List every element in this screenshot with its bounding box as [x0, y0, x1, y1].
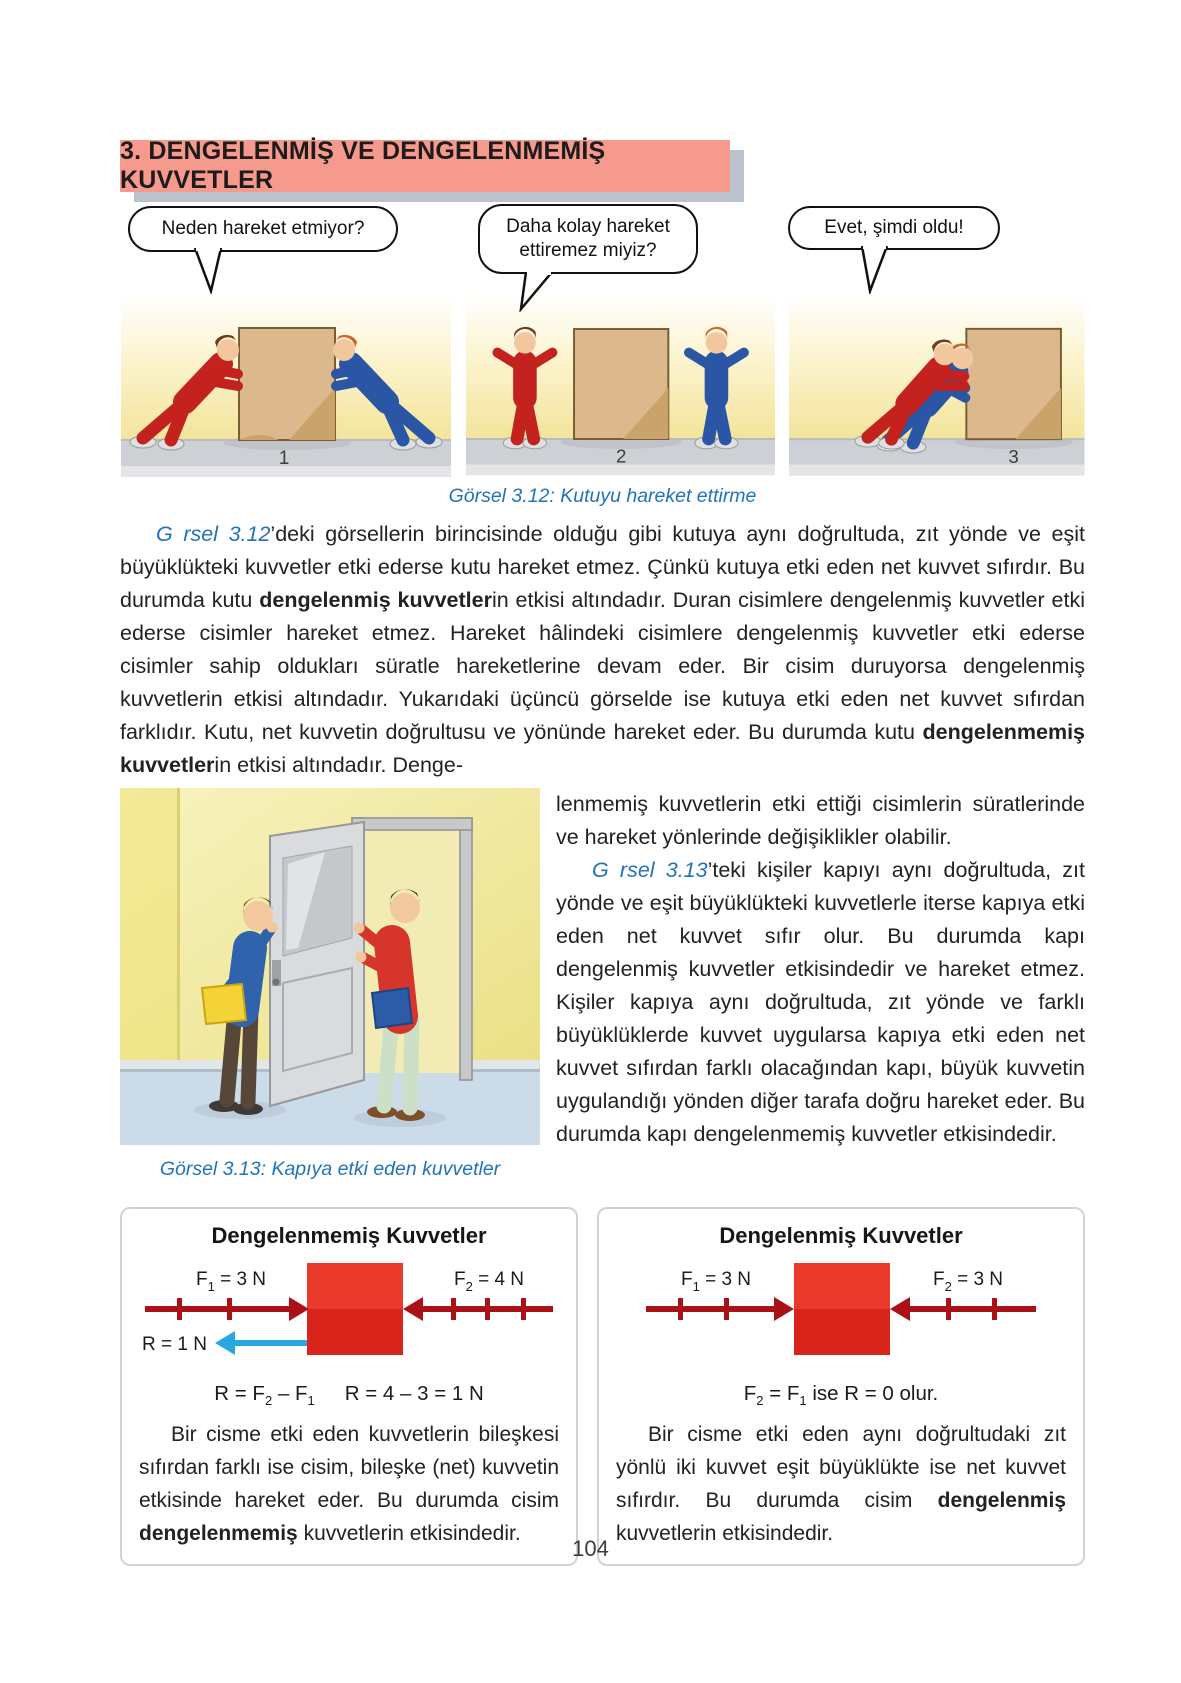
- balanced-forces-title: Dengelenmiş Kuvvetler: [719, 1223, 963, 1248]
- force-arrow-f2: [890, 1297, 1036, 1321]
- figure-3-13: [120, 788, 540, 1181]
- page-number: 104: [572, 1536, 609, 1561]
- figure-3-13-caption: Görsel 3.13: Kapıya etki eden kuvvetler: [159, 1158, 501, 1180]
- figure-3-13-reference: G rsel 3.13: [592, 858, 708, 882]
- paragraph-3-text: ’teki kişiler kapıyı aynı doğrultuda, zıt yönde ve eşit büyüklükteki kuvvetlerle iterse kapıya etki eden net kuvvet sıfır olur. Bu durumda kapı dengelenmiş kuvvetler etkisindedir ve hareket etmez. Kişiler kapıya aynı doğrultuda, zıt yönde ve farklı büyüklüklerde kuvvet uygularsa kapıya etki eden net kuvvet sıfırdan farklı olacağından kapı, büyük kuvvetin uygulandığı yönden diğer tarafa doğru hareket eder. Bu durumda kapı dengelenmemiş kuvvetler etkisindedir.: [556, 858, 1085, 1146]
- panel-1-opposite-push: [120, 292, 452, 477]
- paragraph-1: [120, 518, 1085, 782]
- paragraph-2: [556, 788, 1085, 854]
- balanced-forces-box: [597, 1207, 1085, 1566]
- unbalanced-formula: $R = F_2 - F_1$ R = 4 – 3 = 1 N: [214, 1382, 484, 1409]
- force-arrow-f2: [403, 1297, 553, 1321]
- speech-bubble-1-text: Neden hareket etmiyor?: [161, 218, 365, 239]
- balanced-force-diagram: [616, 1255, 1066, 1373]
- door-illustration: [120, 788, 540, 1145]
- balanced-forces-text: Bir cisme etki eden aynı doğrultudaki zıt yönlü iki kuvvet eşit büyüklükte ise net kuvvet sıfırdır. Bu durumda cisim dengelenmiş kuvvetlerin etkisindedir.: [616, 1423, 1066, 1546]
- unbalanced-forces-text: Bir cisme etki eden kuvvetlerin bileşkesi sıfırdan farklı ise cisim, bileşke (net) kuvvetin etkisinde hareket eder. Bu durumda cisim dengelenmemiş kuvvetlerin etkisindedir.: [139, 1423, 559, 1546]
- comparison-boxes: [120, 1207, 1085, 1566]
- paragraph-3: [556, 854, 1085, 1151]
- blue-folder: [372, 988, 412, 1028]
- paragraph-1-text: ’deki görsellerin birincisinde olduğu gibi kutuya aynı doğrultuda, zıt yönde ve eşit büyüklükteki kuvvetler etki ederse kutu hareket etmez. Çünkü kutuya etki eden net kuvvet sıfırdır. Bu durumda kutu: [120, 522, 1085, 612]
- resultant-label: R = 1 N: [142, 1334, 207, 1355]
- unbalanced-forces-title: Dengelenmemiş Kuvvetler: [211, 1223, 487, 1248]
- section-title-banner: [120, 137, 730, 194]
- door-panel: [270, 822, 364, 1106]
- panel-3-number: 3: [1008, 445, 1020, 467]
- speech-bubble-3-tail: [856, 246, 892, 294]
- speech-bubble-row: [120, 204, 1085, 290]
- force-arrow-f1: [145, 1297, 309, 1321]
- unbalanced-forces-box: [120, 1207, 578, 1566]
- box-illustration: [967, 329, 1062, 439]
- resultant-arrow: [215, 1331, 307, 1355]
- wrapped-text-column: [556, 788, 1085, 1181]
- force-arrow-f1: [646, 1297, 794, 1321]
- bold-balanced-forces: dengelenmiş kuvvetler: [259, 588, 492, 612]
- speech-bubble-2-text: Daha kolay hareket ettiremez miyiz?: [506, 216, 670, 261]
- balanced-formula: $F_2 = F_1$ ise R = 0 olur.: [743, 1382, 939, 1409]
- speech-bubble-1: [128, 206, 398, 252]
- figure-3-12-reference: G rsel 3.12: [156, 522, 271, 546]
- speech-bubble-3-text: Evet, şimdi oldu!: [824, 217, 964, 238]
- svg-text:F2 = 3 N: $F_2 = 3$ N: [932, 1269, 1004, 1294]
- panel-3-push-together: [789, 292, 1085, 477]
- box-illustration: [574, 329, 668, 439]
- panel-2-shrug: [466, 292, 775, 477]
- speech-bubble-3: [788, 206, 1000, 250]
- bold-unbalanced-forces: dengelenmemiş kuvvetler: [120, 720, 1085, 777]
- box-illustration: [239, 328, 335, 440]
- panel-1-number: 1: [278, 448, 290, 469]
- yellow-folder: [202, 984, 246, 1024]
- panel-2-number: 2: [616, 445, 627, 467]
- speech-bubble-2: [478, 204, 698, 274]
- comic-strip: [120, 292, 1085, 477]
- figure-3-12-caption: Görsel 3.12: Kutuyu hareket ettirme: [448, 485, 757, 507]
- svg-text:F2 = 4 N: $F_2 = 4$ N: [453, 1269, 525, 1294]
- paragraph-1-text: in etkisi altındadır. Denge-: [214, 753, 464, 777]
- unbalanced-force-diagram: [139, 1255, 559, 1373]
- paragraph-2-text: lenmemiş kuvvetlerin etki ettiği cisimlerin süratlerinde ve hareket yönlerinde değişiklikler olabilir.: [556, 792, 1085, 849]
- figure-text-row: [120, 788, 1085, 1181]
- section-title: 3. DENGELENMİŞ VE DENGELENMEMİŞ KUVVETLER: [120, 137, 606, 194]
- svg-text:F1 = 3 N: $F_1 = 3$ N: [195, 1269, 267, 1294]
- paragraph-1-text: in etkisi altındadır. Duran cisimlere dengelenmiş kuvvetler etki ederse cisimler hareket etmez. Hareket hâlindeki cisimlere dengelenmiş kuvvetler etki ederse cisimler sahip oldukları süratle hareketlerine devam eder. Bir cisim duruyorsa dengelenmiş kuvvetlerin etkisi altındadır. Yukarıdaki üçüncü görselde ise kutuya etki eden net kuvvet sıfırdan farklıdır. Kutu, net kuvvetin doğrultusu ve yönünde hareket eder. Bu durumda kutu: [120, 588, 1085, 744]
- speech-bubble-1-tail: [190, 248, 226, 294]
- svg-text:F1 = 3 N: $F_1 = 3$ N: [680, 1269, 752, 1294]
- speech-bubble-2-tail: [518, 272, 558, 312]
